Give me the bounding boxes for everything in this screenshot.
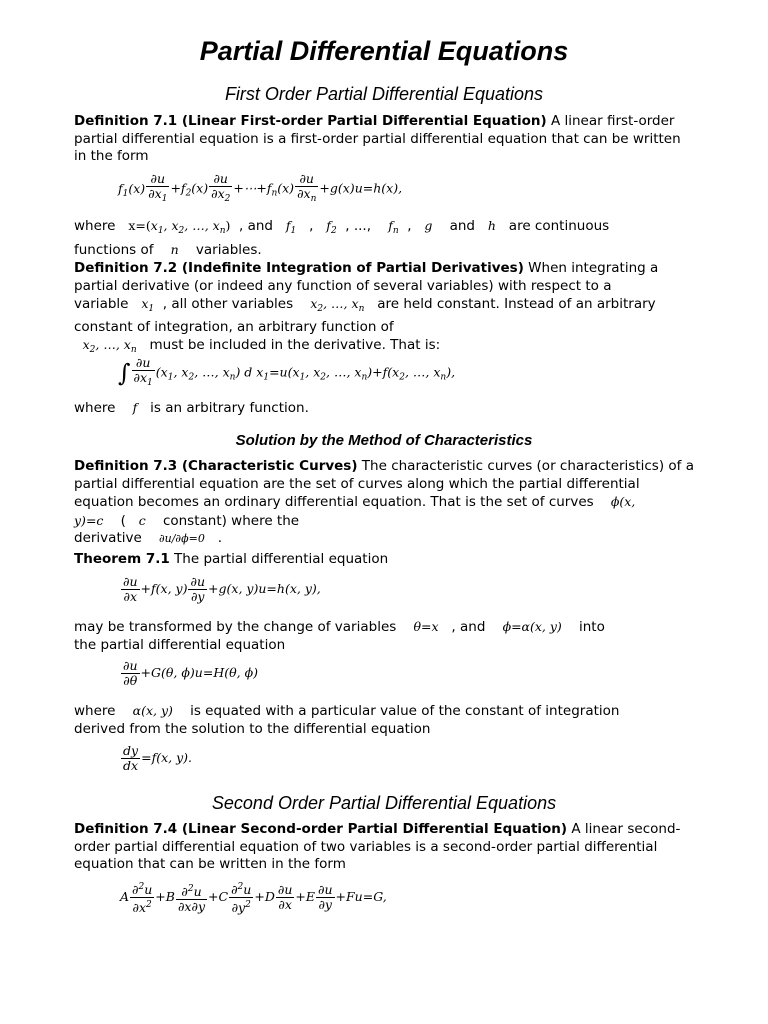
definition-7-4: Definition 7.4 (Linear Second-order Partial Differential Equation) A linear second-order partial differential equation of two variables is a second-order partial differential equation that can be written in the form: [74, 821, 681, 872]
equation-theorem-7-1: $\frac{\partial u}{\partial x}$ +f(x, y) $\frac{\partial u}{\partial y}$ +g(x, y)u=h(x, y),: [123, 574, 321, 604]
equation-linear-first-order: $f_1(x)$ $\frac{\partial u}{\partial x_1}$ $+f_2(x)$ $\frac{\partial u}{\partial x_2}$ $+\cdots+f_n(x)$ $\frac{\partial u}{\partial x_n}$ +g(x)u=h(x),: [118, 171, 403, 204]
page-title: Partial Differential Equations: [199, 36, 569, 66]
definition-7-1-title: Definition 7.1 (Linear First-order Partial Differential Equation): [74, 113, 547, 129]
definition-7-1-text: A linear first-order partial differential equation is a first-order partial differential equation that can be written in the form: [74, 113, 681, 164]
section-heading-characteristics: Solution by the Method of Characteristics: [235, 432, 533, 449]
theorem-7-1: Theorem 7.1 The partial differential equation: [74, 551, 389, 567]
section-heading-second-order: Second Order Partial Differential Equations: [211, 793, 557, 813]
equation-linear-second-order: A $\frac{\partial^2u}{\partial x^2}$ +B $\frac{\partial^2u}{\partial x\partial y}$ +C $\frac{\partial^2u}{\partial y^2}$ +D $\frac{\partial u}{\partial x}$ +E $\frac{\partial u}{\partial y}$ +Fu=G,: [120, 882, 387, 915]
definition-7-1-where: where $x=(x_1$, $x_2$, …, $x_n$) , and $f_1$ , $f_2$ , ..., $f_n$ , g and h are continuous functions of n variables.: [74, 218, 610, 258]
equation-part: $f_1(x)$: [118, 180, 146, 199]
definition-7-4-title: Definition 7.4 (Linear Second-order Partial Differential Equation): [74, 821, 568, 837]
fraction: $\frac{\partial u}{\partial x_1}$: [148, 171, 168, 204]
equation-indefinite-integration: ∫ $\frac{\partial u}{\partial x_1}$ ($x_1$, $x_2$, …, $x_n$) d $x_1=u(x_1$, $x_2$, …, $x_n)+f(x_2$, …, $x_n$),: [118, 355, 456, 388]
definition-7-2-where: where f is an arbitrary function.: [74, 400, 309, 416]
theorem-7-1-title: Theorem 7.1: [74, 551, 170, 567]
equation-transformed: $\frac{\partial u}{\partial\theta}$ +G(θ, ϕ)u=H(θ, ϕ): [123, 658, 259, 688]
theorem-7-1-where: where α(x, y) is equated with a particular value of the constant of integration derived from the solution to the differential equation: [74, 703, 620, 737]
definition-7-2-title: Definition 7.2 (Indefinite Integration of Partial Derivatives): [74, 260, 524, 276]
theorem-7-1-change: may be transformed by the change of variables θ=x , and ϕ=α(x, y) into the partial differential equation: [74, 619, 605, 653]
equation-ode: $\frac{dy}{dx}$ =f(x, y).: [123, 743, 193, 773]
definition-7-3: Definition 7.3 (Characteristic Curves) The characteristic curves (or characteristics) of a partial differential equation are the set of curves along which the partial differential equation becomes an ordinary differential equation. That is the set of curves ϕ(x, y)=c ( c constant) where the derivative ∂u/∂ϕ=0 .: [74, 458, 694, 546]
definition-7-2: Definition 7.2 (Indefinite Integration of Partial Derivatives) When integrating a partial derivative (or indeed any function of several variables) with respect to a variable $x_1$ , all other variables $x_2$, …, $x_n$ are held constant. Instead of an arbitrary constant of integration, an arbitrary function of $x_2$, …, $x_n$ must be included in the derivative. That is:: [74, 260, 659, 355]
definition-7-1: [74, 113, 696, 166]
section-heading-first-order: First Order Partial Differential Equations: [224, 84, 544, 104]
definition-7-3-title: Definition 7.3 (Characteristic Curves): [74, 458, 358, 474]
